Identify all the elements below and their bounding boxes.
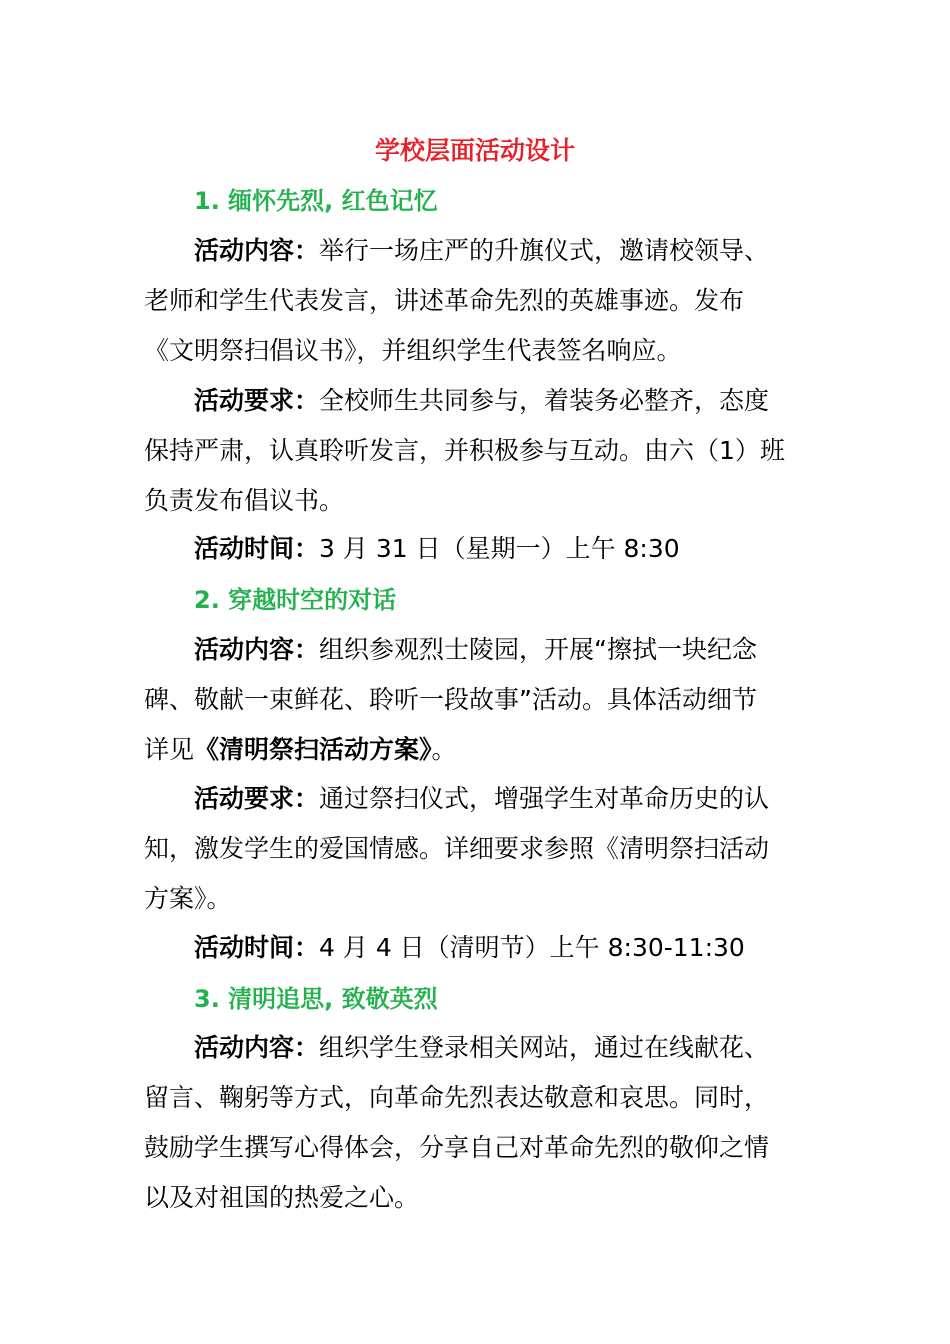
section-1-time-label: 活动时间： [194, 534, 320, 563]
section-2-time-value: 4 月 4 日（清明节）上午 8:30-11:30 [319, 933, 745, 962]
section-3-content-line-2: 留言、鞠躬等方式，向革命先烈表达敬意和哀思。同时， [144, 1083, 770, 1112]
section-2-content-line-3-prefix: 详见 [144, 735, 195, 764]
section-3-content-line-4: 以及对祖国的热爱之心。 [144, 1183, 420, 1212]
section-1-requirement-line-1: 全校师生共同参与，着装务必整齐，态度 [319, 386, 770, 415]
section-2-content-line-1: 组织参观烈士陵园，开展“擦拭一块纪念 [319, 635, 757, 664]
section-3-heading: 3. 清明追思, 致敬英烈 [194, 985, 438, 1013]
section-3-content-line-3: 鼓励学生撰写心得体会，分享自己对革命先烈的敬仰之情 [144, 1133, 770, 1162]
section-2-requirement-line-1: 通过祭扫仪式，增强学生对革命历史的认 [319, 784, 770, 813]
section-3-content-line-1: 组织学生登录相关网站，通过在线献花、 [319, 1033, 770, 1062]
section-1-requirement-label: 活动要求： [194, 386, 320, 415]
section-1-content-line-3: 《文明祭扫倡议书》，并组织学生代表签名响应。 [144, 336, 682, 365]
section-1-requirement [144, 376, 814, 526]
section-2-heading: 2. 穿越时空的对话 [194, 586, 397, 614]
section-1-time-value: 3 月 31 日（星期一）上午 8:30 [319, 534, 680, 563]
document-title: 学校层面活动设计 [374, 136, 575, 165]
section-1-content [144, 226, 814, 376]
section-2-requirement-line-2: 知，激发学生的爱国情感。详细要求参照《清明祭扫活动 [144, 834, 770, 863]
section-2-content [144, 625, 814, 775]
section-3-content-label: 活动内容： [194, 1033, 320, 1062]
section-2-requirement-line-3: 方案》。 [144, 884, 232, 913]
section-1-requirement-line-2: 保持严肃，认真聆听发言，并积极参与互动。由六（1）班 [144, 436, 785, 465]
section-2-content-label: 活动内容： [194, 635, 320, 664]
section-2-plan-reference: 《清明祭扫活动方案》 [194, 735, 432, 764]
section-2-content-line-3-suffix: 。 [431, 735, 457, 764]
section-3-content [144, 1023, 814, 1223]
section-2-time [144, 923, 814, 973]
section-1-time [144, 524, 814, 574]
section-1-heading: 1. 缅怀先烈, 红色记忆 [194, 187, 438, 215]
section-2-requirement-label: 活动要求： [194, 784, 320, 813]
section-2-content-line-2: 碑、敬献一束鲜花、聆听一段故事”活动。具体活动细节 [144, 685, 757, 714]
section-1-content-line-2: 老师和学生代表发言，讲述革命先烈的英雄事迹。发布 [144, 286, 745, 315]
section-1-content-label: 活动内容： [194, 236, 320, 265]
section-2-requirement [144, 774, 814, 924]
section-2-time-label: 活动时间： [194, 933, 320, 962]
section-1-requirement-line-3: 负责发布倡议书。 [144, 486, 345, 515]
section-1-content-line-1: 举行一场庄严的升旗仪式，邀请校领导、 [319, 236, 770, 265]
